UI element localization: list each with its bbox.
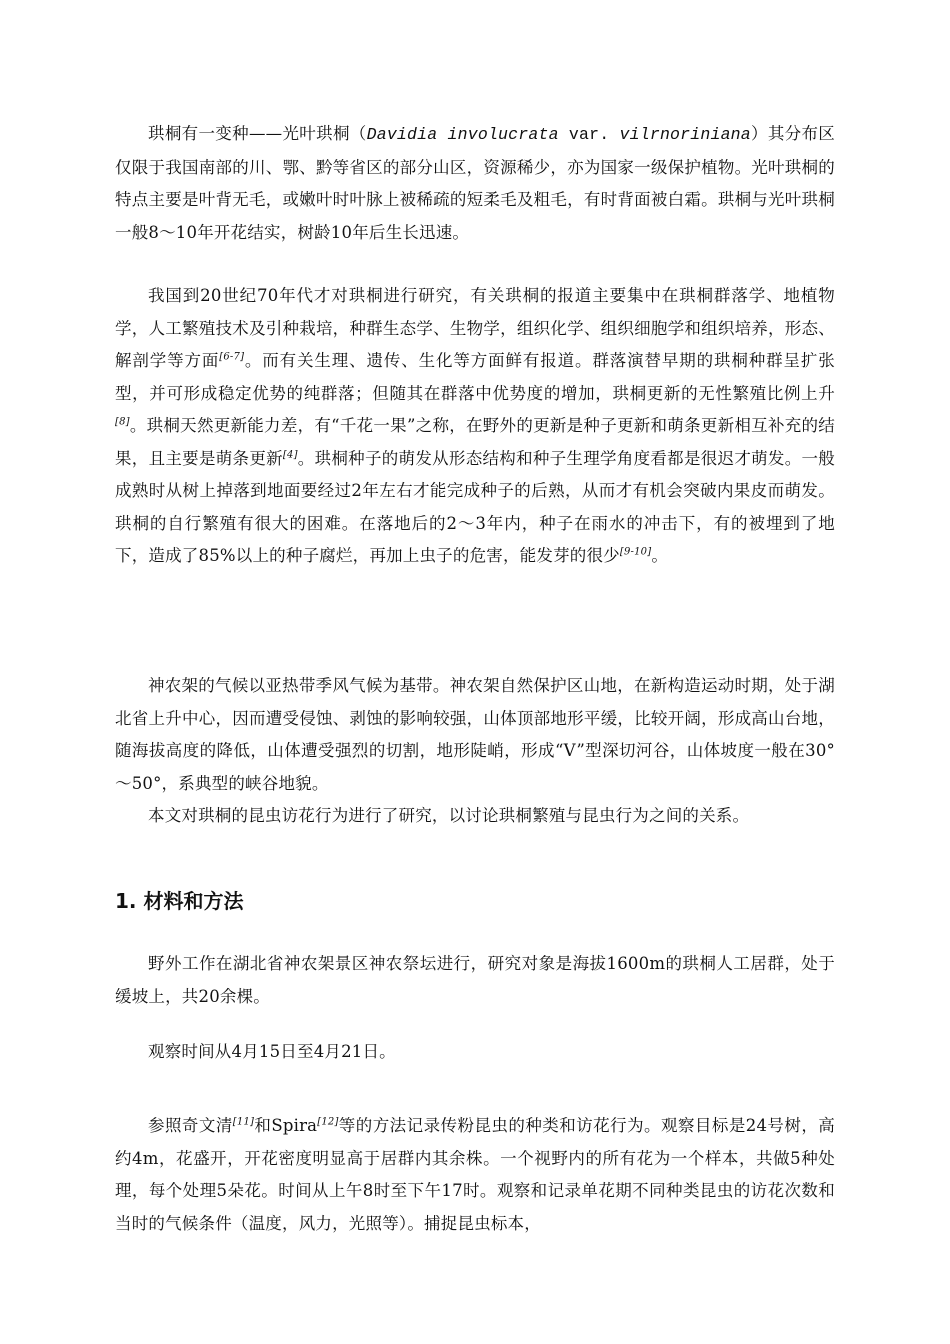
paragraph-research-history [115,280,835,573]
paragraph-text: 。珙桐种子的萌发从形态结构和种子生理学角度看都是很迟才萌发。一般成熟时从树上掉落到地面要经过2年左右才能完成种子的后熟，从而才有机会突破内果皮而萌发。珙桐的自行繁殖有很大的困难。在落地后的2～3年内，种子在雨水的冲击下，有的被埋到了地下，造成了85%以上的种子腐烂，再加上虫子的危害，能发芽的很少 [115,448,836,565]
paragraph-text: 参照奇文清 [148,1116,233,1135]
paragraph-text: 神农架的气候以亚热带季风气候为基带。神农架自然保护区山地，在新构造运动时期，处于湖北省上升中心，因而遭受侵蚀、剥蚀的影响较强，山体顶部地形平缓，比较开阔，形成高山台地，随海拔高度的降低，山体遭受强烈的切割，地形陡峭，形成“V”型深切河谷，山体坡度一般在30°～50°，系典型的峡谷地貌。 [115,676,835,793]
citation-ref: [4] [282,449,298,460]
citation-ref: [8] [115,416,130,428]
section-heading: 1. 材料和方法 [115,889,244,913]
paragraph-text: ）其分布区仅限于我国南部的川、鄂、黔等省区的部分山区，资源稀少，亦为国家一级保护植物。光叶珙桐的特点主要是叶背无毛，或嫩叶时叶脉上被稀疏的短柔毛及粗毛，有时背面被白霜。珙桐与光叶珙桐一般8～10年开花结实，树龄10年后生长迅速。 [115,124,835,242]
paragraph-text: 。而有关生理、遗传、生化等方面鲜有报道。群落演替早期的珙桐种群呈扩张型，并可形成稳定优势的纯群落；但随其在群落中优势度的增加，珙桐更新的无性繁殖比例上升 [115,351,835,403]
variety-abbrev: var. [558,125,620,144]
paragraph-text: 。珙桐天然更新能力差，有“千花一果”之称，在野外的更新是种子更新和萌条更新相互补充的结果，且主要是萌条更新 [115,416,835,468]
paragraph-text: 珙桐有一变种——光叶珙桐（ [148,124,367,143]
paragraph-davidia-variety [115,118,835,249]
citation-ref: [9-10] [619,546,652,558]
citation-ref: [11] [232,1116,255,1128]
paragraph-text: 本文对珙桐的昆虫访花行为进行了研究，以讨论珙桐繁殖与昆虫行为之间的关系。 [148,806,750,825]
paragraph-climate [115,670,835,800]
paragraph-text: 等的方法记录传粉昆虫的种类和访花行为。观察目标是24号树，高约4m，花盛开，开花密度明显高于居群内其余株。一个视野内的所有花为一个样本，共做5种处理，每个处理5朵花。时间从上午8时至下午17时。观察和记录单花期不同种类昆虫的访花次数和当时的气候条件（温度，风力，光照等）。捕捉昆虫标本， [115,1116,836,1233]
paragraph-text: 。 [651,546,669,565]
paragraph-study-aim [115,800,835,833]
citation-ref: [12] [317,1116,339,1128]
paragraph-field-site [115,948,835,1013]
paragraph-observation-period [115,1036,835,1069]
paragraph-text: 观察时间从4月15日至4月21日。 [148,1042,396,1061]
species-name: Davidia involucrata [366,125,559,144]
variety-name: vilrnoriniana [619,125,751,144]
paragraph-text: 和Spira [254,1116,318,1135]
paragraph-text: 我国到20世纪70年代才对珙桐进行研究，有关珙桐的报道主要集中在珙桐群落学、地植物学，人工繁殖技术及引种栽培，种群生态学、生物学，组织化学、组织细胞学和组织培养，形态、解剖学等方面 [115,286,835,370]
paragraph-text: 野外工作在湖北省神农架景区神农祭坛进行，研究对象是海拔1600m的珙桐人工居群，处于缓坡上，共20余棵。 [115,954,835,1006]
citation-ref: [6-7] [219,351,245,363]
paragraph-methods [115,1110,835,1240]
